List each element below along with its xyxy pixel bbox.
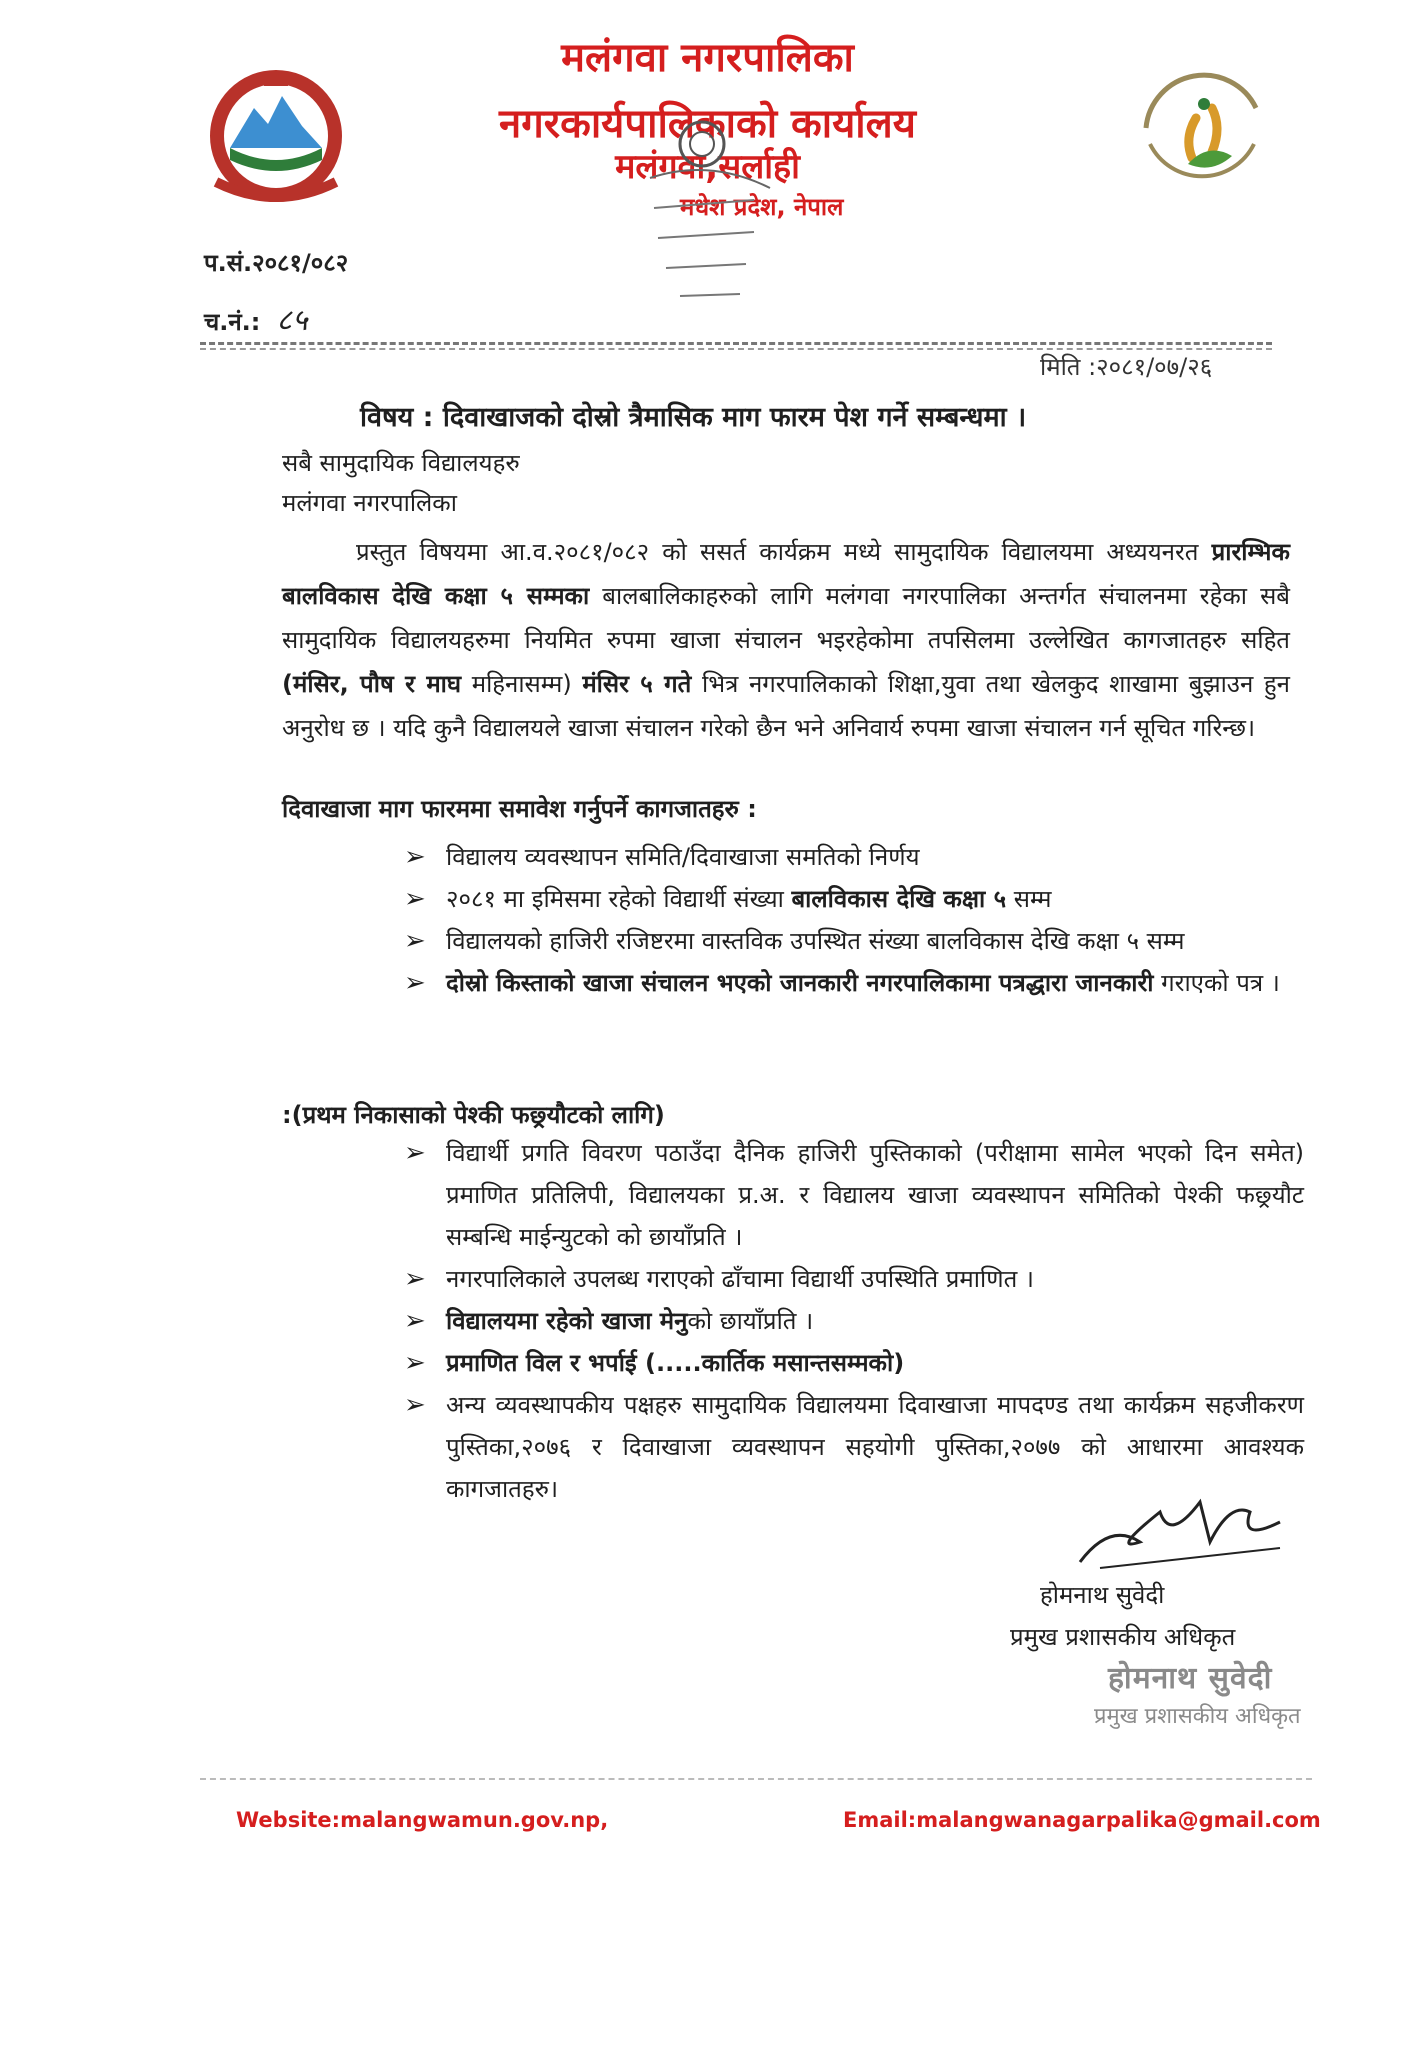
- para-text: बालबालिकाहरुको लागि मलंगवा नगरपालिका अन्तर्गत संचालनमा रहेका सबै सामुदायिक विद्यालयहरुमा नियमित रुपमा खाजा संचालन भइरहेकोमा तपसिलमा उल्लेखित कागजातहरु सहित: [282, 582, 1290, 654]
- arrow-bullet-icon: ➢: [404, 1264, 426, 1294]
- dispatch-number-label: च.नं.:: [204, 308, 261, 336]
- list-item: [404, 1132, 1304, 1258]
- list-item: [404, 920, 1304, 962]
- office-name: नगरकार्यपालिकाको कार्यालय: [499, 101, 916, 147]
- letter-body-paragraph: [282, 530, 1290, 750]
- para-text: महिनासम्म): [461, 670, 583, 698]
- advance-settlement-heading: :(प्रथम निकासाको पेश्की फछ्र्यौटको लागि): [282, 1101, 665, 1129]
- reference-number: प.सं.२०८१/०८२: [204, 249, 349, 277]
- para-bold-text: प्रारम्भिक बालविकास देखि कक्षा ५ सम्मका: [282, 538, 1290, 610]
- letter-date: मिति :२०८१/०७/२६: [1040, 353, 1213, 381]
- signatory-name: होमनाथ सुवेदी: [1040, 1581, 1165, 1609]
- arrow-bullet-icon: ➢: [404, 1138, 426, 1168]
- dispatch-number-value: ८५: [276, 303, 308, 338]
- arrow-bullet-icon: ➢: [404, 1348, 426, 1378]
- name-stamp: होमनाथ सुवेदी: [1108, 1661, 1273, 1696]
- arrow-bullet-icon: ➢: [404, 842, 426, 872]
- documents-heading: दिवाखाजा माग फारममा समावेश गर्नुपर्ने कागजातहरु :: [282, 795, 757, 823]
- arrow-bullet-icon: ➢: [404, 926, 426, 956]
- arrow-bullet-icon: ➢: [404, 884, 426, 914]
- list-item-text: विद्यार्थी प्रगति विवरण पठाउँदा दैनिक हाजिरी पुस्तिकाको (परीक्षामा सामेल भएको दिन समेत) प्रमाणित प्रतिलिपी, विद्यालयका प्र.अ. र विद्यालय खाजा व्यवस्थापन समितिको पेश्की फछ्र्यौट सम्बन्धि माईन्युटको को छायाँप्रति ।: [446, 1139, 1304, 1251]
- list-item-text: विद्यालयको हाजिरी रजिष्टरमा वास्तविक उपस्थित संख्या बालविकास देखि कक्षा ५ सम्म: [446, 927, 1185, 955]
- arrow-bullet-icon: ➢: [404, 1306, 426, 1336]
- settlement-documents-list: [404, 1132, 1304, 1510]
- recipient-line-2: मलंगवा नगरपालिका: [282, 489, 457, 517]
- list-item-bold-text: बालविकास देखि कक्षा ५: [791, 885, 1007, 913]
- list-item: [404, 1342, 1304, 1384]
- office-location: मलंगवा,सर्लाही: [615, 147, 800, 187]
- para-bold-text: (मंसिर, पौष र माघ: [282, 670, 462, 698]
- footer-email: Email:malangwanagarpalika@gmail.com: [843, 1808, 1321, 1832]
- list-item-text: सम्म: [1006, 885, 1052, 913]
- list-item: [404, 1300, 1304, 1342]
- list-item: [404, 1258, 1304, 1300]
- footer-website: Website:malangwamun.gov.np,: [236, 1808, 609, 1832]
- list-item-bold-text: दोस्रो किस्ताको खाजा संचालन भएको जानकारी नगरपालिकामा पत्रद्धारा जानकारी: [446, 969, 1154, 997]
- list-item: [404, 878, 1304, 920]
- list-item-text: गराएको पत्र ।: [1153, 969, 1280, 997]
- handwritten-signature: [1070, 1492, 1320, 1582]
- list-item-bold-text: विद्यालयमा रहेको खाजा मेनु: [446, 1307, 688, 1335]
- list-item-text: विद्यालय व्यवस्थापन समिति/दिवाखाजा समतिको निर्णय: [446, 843, 920, 871]
- list-item-bold-text: प्रमाणित विल र भर्पाई (.....कार्तिक मसान्तसम्मको): [446, 1349, 905, 1377]
- header-divider: [200, 342, 1272, 345]
- letter-subject: विषय : दिवाखाजको दोस्रो त्रैमासिक माग फारम पेश गर्ने सम्बन्धमा ।: [360, 402, 1027, 433]
- arrow-bullet-icon: ➢: [404, 1390, 426, 1420]
- title-stamp: प्रमुख प्रशासकीय अधिकृत: [1094, 1704, 1301, 1729]
- list-item-text: अन्य व्यवस्थापकीय पक्षहरु सामुदायिक विद्यालयमा दिवाखाजा मापदण्ड तथा कार्यक्रम सहजीकरण पुस्तिका,२०७६ र दिवाखाजा व्यवस्थापन सहयोगी पुस्तिका,२०७७ को आधारमा आवश्यक कागजातहरु।: [446, 1391, 1304, 1503]
- list-item-text: को छायाँप्रति ।: [687, 1307, 814, 1335]
- para-bold-text: मंसिर ५ गते: [582, 670, 692, 698]
- list-item: [404, 962, 1304, 1004]
- signatory-title: प्रमुख प्रशासकीय अधिकृत: [1010, 1623, 1236, 1651]
- list-item-text: २०८१ मा इमिसमा रहेको विद्यार्थी संख्या: [446, 885, 792, 913]
- org-name: मलंगवा नगरपालिका: [561, 35, 854, 81]
- arrow-bullet-icon: ➢: [404, 968, 426, 998]
- para-text: भित्र नगरपालिकाको शिक्षा,युवा तथा खेलकुद शाखामा बुझाउन हुन अनुरोध छ । यदि कुनै विद्यालयले खाजा संचालन गरेको छैन भने अनिवार्य रुपमा खाजा संचालन गर्न सूचित गरिन्छ।: [282, 670, 1290, 742]
- office-province: मधेश प्रदेश, नेपाल: [680, 193, 844, 221]
- office-seal-stamp: [640, 118, 800, 318]
- footer-divider: [200, 1778, 1312, 1780]
- list-item: [404, 836, 1304, 878]
- list-item-text: नगरपालिकाले उपलब्ध गराएको ढाँचामा विद्यार्थी उपस्थिति प्रमाणित ।: [446, 1265, 1034, 1293]
- para-text: प्रस्तुत विषयमा आ.व.२०८१/०८२ को ससर्त कार्यक्रम मध्ये सामुदायिक विद्यालयमा अध्ययनरत: [356, 538, 1212, 566]
- recipient-line-1: सबै सामुदायिक विद्यालयहरु: [282, 449, 520, 477]
- dispatch-number: [204, 298, 308, 339]
- documents-list: [404, 836, 1304, 1004]
